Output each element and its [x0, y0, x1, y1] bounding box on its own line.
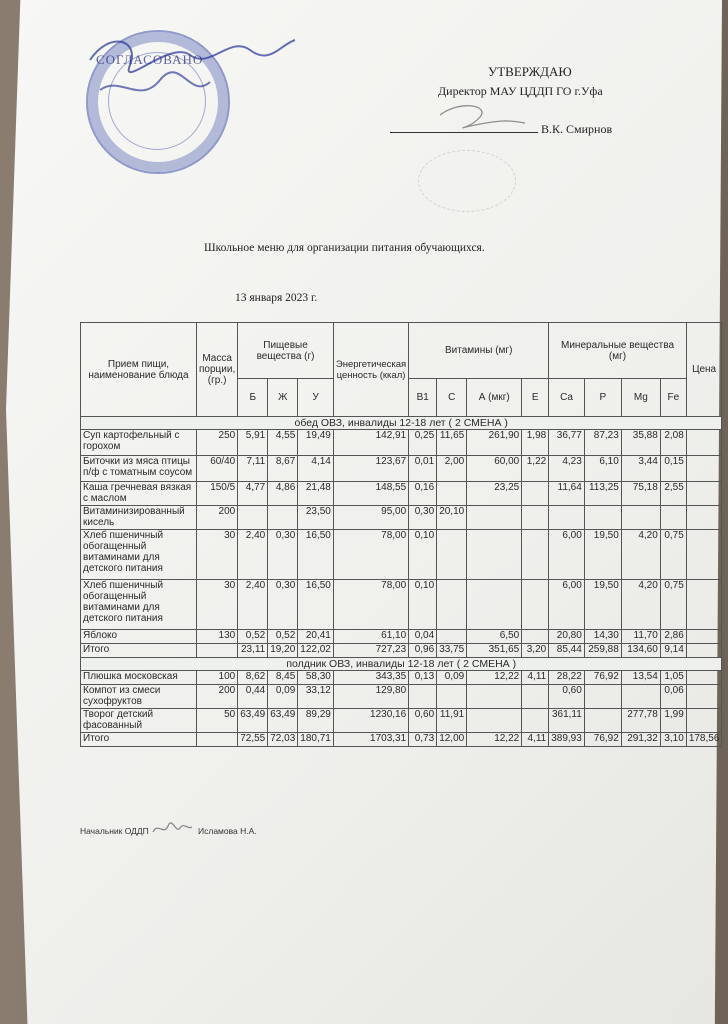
cell-ca: 85,44	[549, 644, 585, 658]
cell-mg	[621, 685, 660, 709]
table-row	[81, 456, 722, 482]
cell-b1: 0,73	[409, 733, 437, 747]
section-header	[81, 658, 722, 671]
cell-price	[686, 530, 722, 580]
table-row	[81, 430, 722, 456]
cell-e	[522, 685, 549, 709]
cell-b: 8,62	[238, 671, 268, 685]
dish-mass: 150/5	[197, 482, 238, 506]
dish-name: Каша гречневая вязкая с маслом	[81, 482, 197, 506]
cell-fe: 3,10	[660, 733, 686, 747]
cell-ca: 0,60	[549, 685, 585, 709]
cell-p: 259,88	[584, 644, 621, 658]
cell-ca: 6,00	[549, 580, 585, 630]
table-row	[81, 506, 722, 530]
cell-price	[686, 630, 722, 644]
cell-energy: 343,35	[333, 671, 408, 685]
cell-fe: 2,55	[660, 482, 686, 506]
menu-table	[80, 322, 722, 747]
dish-mass: 100	[197, 671, 238, 685]
header-nutrients: Пищевые вещества (г)	[238, 323, 334, 379]
cell-mg: 134,60	[621, 644, 660, 658]
cell-energy: 1703,31	[333, 733, 408, 747]
cell-price: 178,56	[686, 733, 722, 747]
cell-mg: 13,54	[621, 671, 660, 685]
cell-p: 6,10	[584, 456, 621, 482]
cell-b: 23,11	[238, 644, 268, 658]
header-a: А (мкг)	[467, 379, 522, 417]
cell-u: 4,14	[298, 456, 334, 482]
cell-energy: 123,67	[333, 456, 408, 482]
cell-mg: 75,18	[621, 482, 660, 506]
cell-e: 4,11	[522, 671, 549, 685]
cell-c: 12,00	[437, 733, 467, 747]
cell-c: 11,91	[437, 709, 467, 733]
dish-name: Хлеб пшеничный обогащенный витаминами для детского питания	[81, 580, 197, 630]
cell-b1: 0,25	[409, 430, 437, 456]
cell-ca: 11,64	[549, 482, 585, 506]
dish-name: Хлеб пшеничный обогащенный витаминами для детского питания	[81, 530, 197, 580]
dish-mass	[197, 733, 238, 747]
cell-price	[686, 685, 722, 709]
cell-fe	[660, 506, 686, 530]
cell-price	[686, 430, 722, 456]
dish-name: Яблоко	[81, 630, 197, 644]
header-zh: Ж	[268, 379, 298, 417]
faint-stamp	[418, 150, 516, 212]
cell-c	[437, 630, 467, 644]
cell-zh: 8,67	[268, 456, 298, 482]
header-energy: Энергетическая ценность (ккал)	[333, 323, 408, 417]
signature-left	[80, 20, 300, 130]
cell-ca: 4,23	[549, 456, 585, 482]
cell-zh: 8,45	[268, 671, 298, 685]
table-row	[81, 733, 722, 747]
document-date: 13 января 2023 г.	[235, 292, 318, 304]
cell-energy: 78,00	[333, 580, 408, 630]
cell-p	[584, 506, 621, 530]
cell-b: 7,11	[238, 456, 268, 482]
cell-u: 16,50	[298, 530, 334, 580]
menu-table-body	[81, 417, 722, 747]
table-row	[81, 580, 722, 630]
cell-a: 12,22	[467, 733, 522, 747]
cell-u: 33,12	[298, 685, 334, 709]
cell-mg: 11,70	[621, 630, 660, 644]
cell-energy: 129,80	[333, 685, 408, 709]
cell-energy: 1230,16	[333, 709, 408, 733]
header-u: У	[298, 379, 334, 417]
cell-energy: 148,55	[333, 482, 408, 506]
cell-a: 60,00	[467, 456, 522, 482]
cell-fe: 0,75	[660, 580, 686, 630]
header-p: P	[584, 379, 621, 417]
cell-price	[686, 671, 722, 685]
cell-c	[437, 482, 467, 506]
table-row	[81, 644, 722, 658]
cell-zh: 0,30	[268, 530, 298, 580]
cell-zh: 0,30	[268, 580, 298, 630]
cell-mg: 277,78	[621, 709, 660, 733]
cell-zh: 0,09	[268, 685, 298, 709]
cell-c: 20,10	[437, 506, 467, 530]
table-row	[81, 630, 722, 644]
cell-a	[467, 709, 522, 733]
cell-e: 3,20	[522, 644, 549, 658]
signature-line	[390, 132, 538, 133]
cell-a: 6,50	[467, 630, 522, 644]
cell-a	[467, 506, 522, 530]
cell-a	[467, 580, 522, 630]
signature-director	[420, 95, 540, 145]
cell-p: 87,23	[584, 430, 621, 456]
dish-mass: 60/40	[197, 456, 238, 482]
cell-a: 261,90	[467, 430, 522, 456]
section-title: полдник ОВЗ, инвалиды 12-18 лет ( 2 СМЕНА )	[81, 658, 722, 671]
section-title: обед ОВЗ, инвалиды 12-18 лет ( 2 СМЕНА )	[81, 417, 722, 430]
cell-mg: 291,32	[621, 733, 660, 747]
cell-b1: 0,04	[409, 630, 437, 644]
table-row	[81, 482, 722, 506]
cell-e	[522, 506, 549, 530]
cell-c	[437, 580, 467, 630]
cell-e	[522, 580, 549, 630]
cell-b: 4,77	[238, 482, 268, 506]
cell-fe: 2,86	[660, 630, 686, 644]
cell-u: 122,02	[298, 644, 334, 658]
cell-b: 0,52	[238, 630, 268, 644]
cell-price	[686, 580, 722, 630]
cell-e: 1,98	[522, 430, 549, 456]
cell-u: 21,48	[298, 482, 334, 506]
cell-b1: 0,10	[409, 580, 437, 630]
approval-signer: В.К. Смирнов	[541, 122, 613, 136]
cell-zh: 4,55	[268, 430, 298, 456]
cell-ca: 361,11	[549, 709, 585, 733]
cell-energy: 727,23	[333, 644, 408, 658]
cell-zh: 19,20	[268, 644, 298, 658]
header-mass: Масса порции, (гр.)	[197, 323, 238, 417]
cell-p: 113,25	[584, 482, 621, 506]
cell-b: 2,40	[238, 580, 268, 630]
header-e: Е	[522, 379, 549, 417]
table-row	[81, 530, 722, 580]
cell-fe: 1,05	[660, 671, 686, 685]
cell-u: 180,71	[298, 733, 334, 747]
cell-fe: 2,08	[660, 430, 686, 456]
cell-b: 72,55	[238, 733, 268, 747]
cell-u: 58,30	[298, 671, 334, 685]
cell-b1: 0,30	[409, 506, 437, 530]
cell-mg: 3,44	[621, 456, 660, 482]
cell-c: 11,65	[437, 430, 467, 456]
cell-fe: 0,06	[660, 685, 686, 709]
header-minerals: Минеральные вещества (мг)	[549, 323, 687, 379]
cell-fe: 0,75	[660, 530, 686, 580]
cell-mg	[621, 506, 660, 530]
cell-a: 23,25	[467, 482, 522, 506]
cell-energy: 61,10	[333, 630, 408, 644]
cell-b	[238, 506, 268, 530]
cell-b1: 0,16	[409, 482, 437, 506]
header-b: Б	[238, 379, 268, 417]
cell-ca: 28,22	[549, 671, 585, 685]
cell-p: 76,92	[584, 733, 621, 747]
cell-fe: 9,14	[660, 644, 686, 658]
cell-p: 19,50	[584, 530, 621, 580]
cell-u: 89,29	[298, 709, 334, 733]
cell-c: 2,00	[437, 456, 467, 482]
cell-mg: 4,20	[621, 580, 660, 630]
cell-energy: 95,00	[333, 506, 408, 530]
cell-price	[686, 709, 722, 733]
cell-p	[584, 685, 621, 709]
cell-c	[437, 530, 467, 580]
cell-b: 2,40	[238, 530, 268, 580]
cell-u: 23,50	[298, 506, 334, 530]
cell-fe: 1,99	[660, 709, 686, 733]
cell-c: 33,75	[437, 644, 467, 658]
cell-price	[686, 506, 722, 530]
cell-p: 76,92	[584, 671, 621, 685]
dish-name: Творог детский фасованный	[81, 709, 197, 733]
header-vitamins: Витамины (мг)	[409, 323, 549, 379]
dish-name: Биточки из мяса птицы п/ф с томатным соусом	[81, 456, 197, 482]
dish-mass: 30	[197, 530, 238, 580]
dish-mass: 50	[197, 709, 238, 733]
cell-zh: 0,52	[268, 630, 298, 644]
approved-stamp-label: СОГЛАСОВАНО	[96, 52, 204, 67]
cell-b: 0,44	[238, 685, 268, 709]
cell-fe: 0,15	[660, 456, 686, 482]
cell-b1: 0,01	[409, 456, 437, 482]
cell-c: 0,09	[437, 671, 467, 685]
cell-p: 14,30	[584, 630, 621, 644]
cell-energy: 78,00	[333, 530, 408, 580]
dish-mass: 250	[197, 430, 238, 456]
cell-price	[686, 644, 722, 658]
cell-a: 351,65	[467, 644, 522, 658]
cell-ca: 6,00	[549, 530, 585, 580]
cell-price	[686, 456, 722, 482]
cell-mg: 4,20	[621, 530, 660, 580]
cell-b: 5,91	[238, 430, 268, 456]
approval-title: УТВЕРЖДАЮ	[488, 64, 572, 79]
cell-e: 1,22	[522, 456, 549, 482]
dish-name: Суп картофельный с горохом	[81, 430, 197, 456]
cell-ca	[549, 506, 585, 530]
cell-b1: 0,13	[409, 671, 437, 685]
cell-b1	[409, 685, 437, 709]
cell-p	[584, 709, 621, 733]
dish-mass: 130	[197, 630, 238, 644]
header-b1: B1	[409, 379, 437, 417]
dish-name: Итого	[81, 733, 197, 747]
header-price: Цена	[686, 323, 722, 417]
cell-zh: 4,86	[268, 482, 298, 506]
dish-name: Витаминизированный кисель	[81, 506, 197, 530]
signature-footer	[150, 818, 194, 840]
cell-ca: 389,93	[549, 733, 585, 747]
cell-p: 19,50	[584, 580, 621, 630]
cell-mg: 35,88	[621, 430, 660, 456]
table-row	[81, 685, 722, 709]
footer	[80, 826, 257, 836]
approval-director: Директор МАУ ЦДДП ГО г.Уфа	[438, 84, 603, 98]
dish-mass: 200	[197, 506, 238, 530]
cell-u: 19,49	[298, 430, 334, 456]
document-title: Школьное меню для организации питания обучающихся.	[204, 242, 485, 254]
table-row	[81, 671, 722, 685]
cell-e	[522, 630, 549, 644]
cell-a	[467, 530, 522, 580]
cell-price	[686, 482, 722, 506]
header-dish: Прием пищи, наименование блюда	[81, 323, 197, 417]
dish-name: Компот из смеси сухофруктов	[81, 685, 197, 709]
cell-b1: 0,96	[409, 644, 437, 658]
cell-u: 20,41	[298, 630, 334, 644]
cell-e	[522, 530, 549, 580]
cell-c	[437, 685, 467, 709]
cell-zh: 63,49	[268, 709, 298, 733]
cell-b1: 0,60	[409, 709, 437, 733]
section-header	[81, 417, 722, 430]
cell-b1: 0,10	[409, 530, 437, 580]
dish-mass: 200	[197, 685, 238, 709]
dish-name: Плюшка московская	[81, 671, 197, 685]
cell-u: 16,50	[298, 580, 334, 630]
cell-ca: 36,77	[549, 430, 585, 456]
cell-ca: 20,80	[549, 630, 585, 644]
cell-e: 4,11	[522, 733, 549, 747]
footer-position: Начальник ОДДП	[80, 826, 149, 836]
cell-a: 12,22	[467, 671, 522, 685]
table-row	[81, 709, 722, 733]
cell-energy: 142,91	[333, 430, 408, 456]
dish-mass: 30	[197, 580, 238, 630]
cell-zh: 72,03	[268, 733, 298, 747]
dish-mass	[197, 644, 238, 658]
cell-e	[522, 709, 549, 733]
footer-name: Исламова Н.А.	[198, 826, 257, 836]
header-mg: Mg	[621, 379, 660, 417]
header-fe: Fe	[660, 379, 686, 417]
cell-zh	[268, 506, 298, 530]
header-c: C	[437, 379, 467, 417]
cell-a	[467, 685, 522, 709]
cell-e	[522, 482, 549, 506]
cell-b: 63,49	[238, 709, 268, 733]
header-ca: Ca	[549, 379, 585, 417]
dish-name: Итого	[81, 644, 197, 658]
